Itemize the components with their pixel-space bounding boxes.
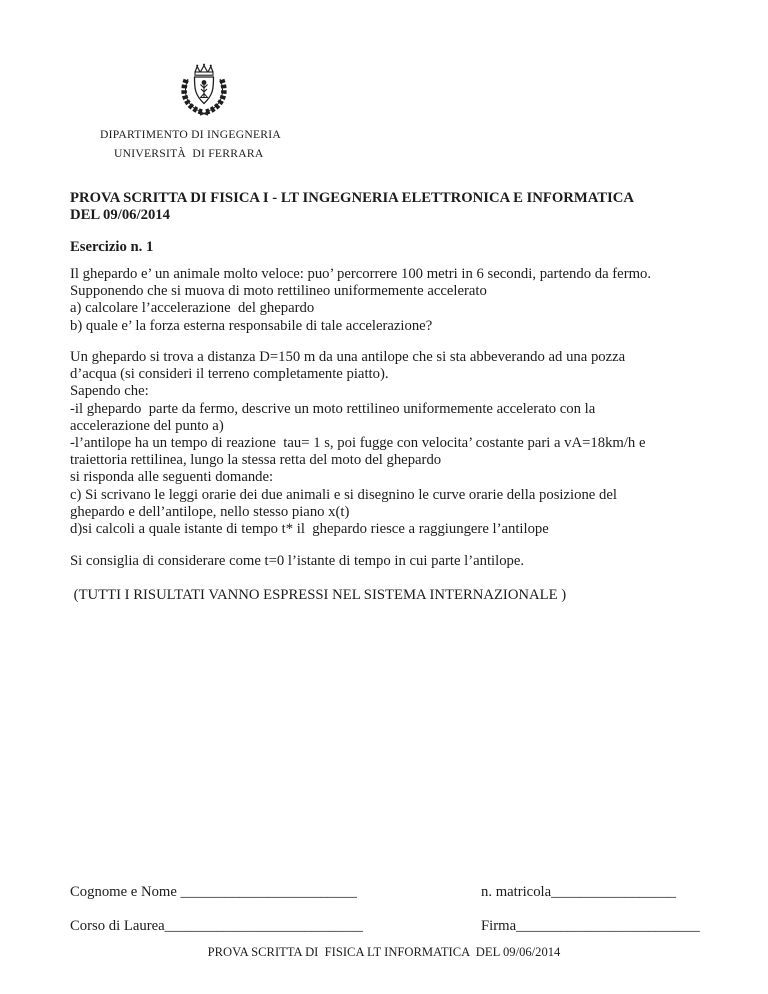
text-line: si risponda alle seguenti domande: (70, 469, 274, 486)
text-line: Un ghepardo si trova a distanza D=150 m da una antilope che si sta abbeverando ad una pozza (70, 349, 626, 365)
firma-field (481, 918, 700, 935)
matricola-blank-line: _________________ (551, 884, 676, 900)
corso-field (70, 918, 363, 935)
page-footer-title: PROVA SCRITTA DI FISICA LT INFORMATICA DEL 09/06/2014 (207, 945, 561, 959)
text-line: d’acqua (si consideri il terreno completamente piatto). (70, 366, 389, 383)
university-crest-logo (174, 63, 234, 119)
name-blank-line: ________________________ (180, 884, 357, 900)
exercise-intro-paragraph (70, 266, 760, 335)
exam-title-line2: DEL 09/06/2014 (70, 207, 170, 224)
exercise-heading: Esercizio n. 1 (70, 239, 154, 255)
text-line: d)si calcoli a quale istante di tempo t* il ghepardo riesce a raggiungere l’antilope (70, 521, 549, 538)
text-line: c) Si scrivano le leggi orarie dei due animali e si disegnino le curve orarie della posizione del (70, 486, 617, 503)
text-line: -il ghepardo parte da fermo, descrive un moto rettilineo uniformemente accelerato con la (70, 400, 596, 417)
advice-line: Si consiglia di considerare come t=0 l’istante di tempo in cui parte l’antilope. (70, 553, 525, 569)
firma-label: Firma (481, 918, 517, 934)
text-line: traiettoria rettilinea, lungo la stessa retta del moto del ghepardo (70, 452, 442, 469)
text-line: a) calcolare l’accelerazione del ghepardo (70, 300, 315, 317)
crest-icon (174, 63, 234, 119)
university-name: UNIVERSITÀ DI FERRARA (114, 147, 264, 160)
text-line: -l’antilope ha un tempo di reazione tau= 1 s, poi fugge con velocita’ costante pari a vA=18km/h e (70, 435, 646, 452)
corso-firma-row (0, 918, 768, 938)
text-line: Supponendo che si muova di moto rettilineo uniformemente accelerato (70, 283, 487, 300)
text-line: accelerazione del punto a) (70, 417, 224, 434)
text-line: Il ghepardo e’ un animale molto veloce: puo’ percorrere 100 metri in 6 secondi, partendo da fermo. (70, 266, 652, 282)
name-label: Cognome e Nome (70, 884, 181, 900)
text-line: ghepardo e dell’antilope, nello stesso piano x(t) (70, 503, 350, 520)
name-matricola-row (0, 884, 768, 904)
text-line: b) quale e’ la forza esterna responsabile di tale accelerazione? (70, 317, 433, 334)
name-field (70, 884, 357, 901)
exam-title-line1: PROVA SCRITTA DI FISICA I - LT INGEGNERIA ELETTRONICA E INFORMATICA (70, 190, 634, 206)
corso-blank-line: ___________________________ (164, 918, 363, 934)
units-notice: (TUTTI I RISULTATI VANNO ESPRESSI NEL SISTEMA INTERNAZIONALE ) (70, 587, 567, 603)
exam-title (70, 190, 750, 224)
text-line: Sapendo che: (70, 383, 149, 400)
corso-label: Corso di Laurea (70, 918, 165, 934)
department-name: DIPARTIMENTO DI INGEGNERIA (100, 128, 281, 141)
matricola-label: n. matricola (481, 884, 552, 900)
exercise-problem-paragraph (70, 349, 760, 538)
firma-blank-line: _________________________ (516, 918, 700, 934)
matricola-field (481, 884, 676, 901)
